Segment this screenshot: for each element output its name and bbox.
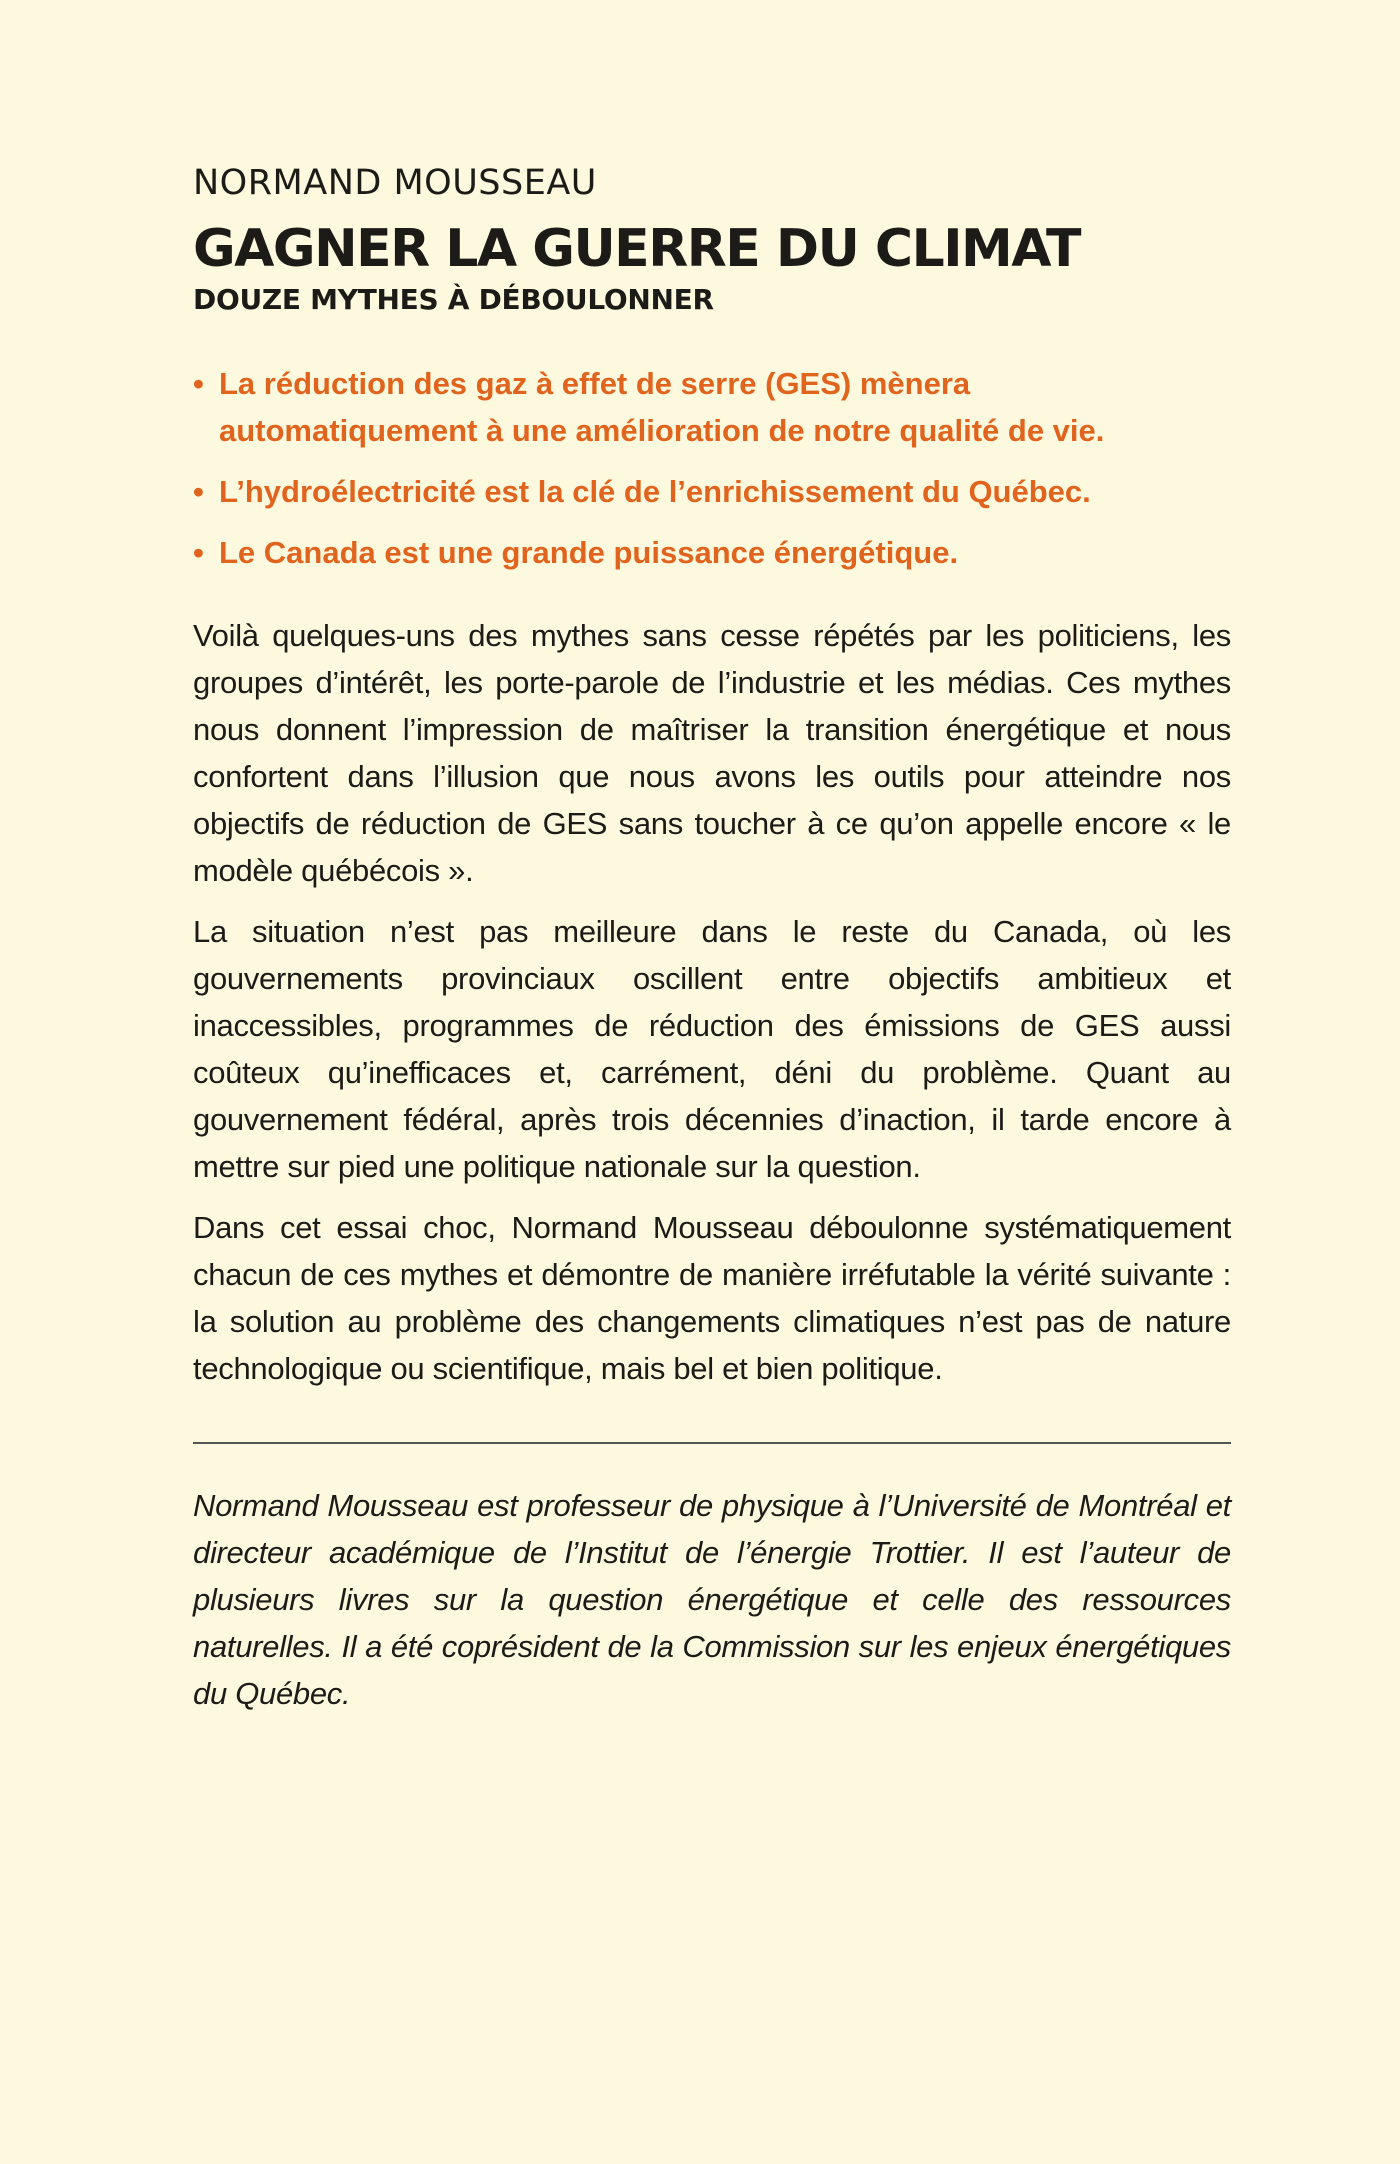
author-name: NORMAND MOUSSEAU [193, 163, 597, 203]
myths-list [193, 360, 1231, 576]
blurb-paragraph: Voilà quelques-uns des mythes sans cesse répétés par les politiciens, les groupes d’intérêt, les porte-parole de l’industrie et les médias. Ces mythes nous donnent l’impression de maîtriser la transition énergétique et nous confortent dans l’illusion que nous avons les outils pour atteindre nos objectifs de réduction de GES sans toucher à ce qu’on appelle encore « le modèle québécois ». [193, 618, 1231, 888]
book-subtitle: DOUZE MYTHES À DÉBOULONNER [193, 283, 714, 316]
bullet: • [193, 535, 204, 570]
divider [193, 1442, 1231, 1444]
myth-text: Le Canada est une grande puissance énergétique. [219, 535, 959, 570]
myth-text: La réduction des gaz à effet de serre (GES) mènera automatiquement à une amélioration de notre qualité de vie. [219, 366, 1105, 448]
blurb-paragraph: Dans cet essai choc, Normand Mousseau déboulonne systématiquement chacun de ces mythes et démontre de manière irréfutable la vérité suivante : la solution au problème des changements climatiques n’est pas de nature technologique ou scientifique, mais bel et bien politique. [193, 1210, 1231, 1386]
author-bio: Normand Mousseau est professeur de physique à l’Université de Montréal et directeur académique de l’Institut de l’énergie Trottier. Il est l’auteur de plusieurs livres sur la question énergétique et celle des ressources naturelles. Il a été coprésident de la Commission sur les enjeux énergétiques du Québec. [193, 1488, 1231, 1711]
bullet: • [193, 366, 204, 401]
myth-item [193, 360, 1231, 454]
book-title: GAGNER LA GUERRE DU CLIMAT [193, 219, 1080, 279]
myth-text: L’hydroélectricité est la clé de l’enrichissement du Québec. [219, 474, 1091, 509]
myth-item [193, 529, 1231, 576]
bullet: • [193, 474, 204, 509]
myth-item [193, 468, 1231, 515]
back-cover-content [193, 160, 1231, 1717]
blurb [193, 612, 1231, 1392]
blurb-paragraph: La situation n’est pas meilleure dans le reste du Canada, où les gouvernements provinciaux oscillent entre objectifs ambitieux et inaccessibles, programmes de réduction des émissions de GES aussi coûteux qu’inefficaces et, carrément, déni du problème. Quant au gouvernement fédéral, après trois décennies d’inaction, il tarde encore à mettre sur pied une politique nationale sur la question. [193, 914, 1231, 1184]
